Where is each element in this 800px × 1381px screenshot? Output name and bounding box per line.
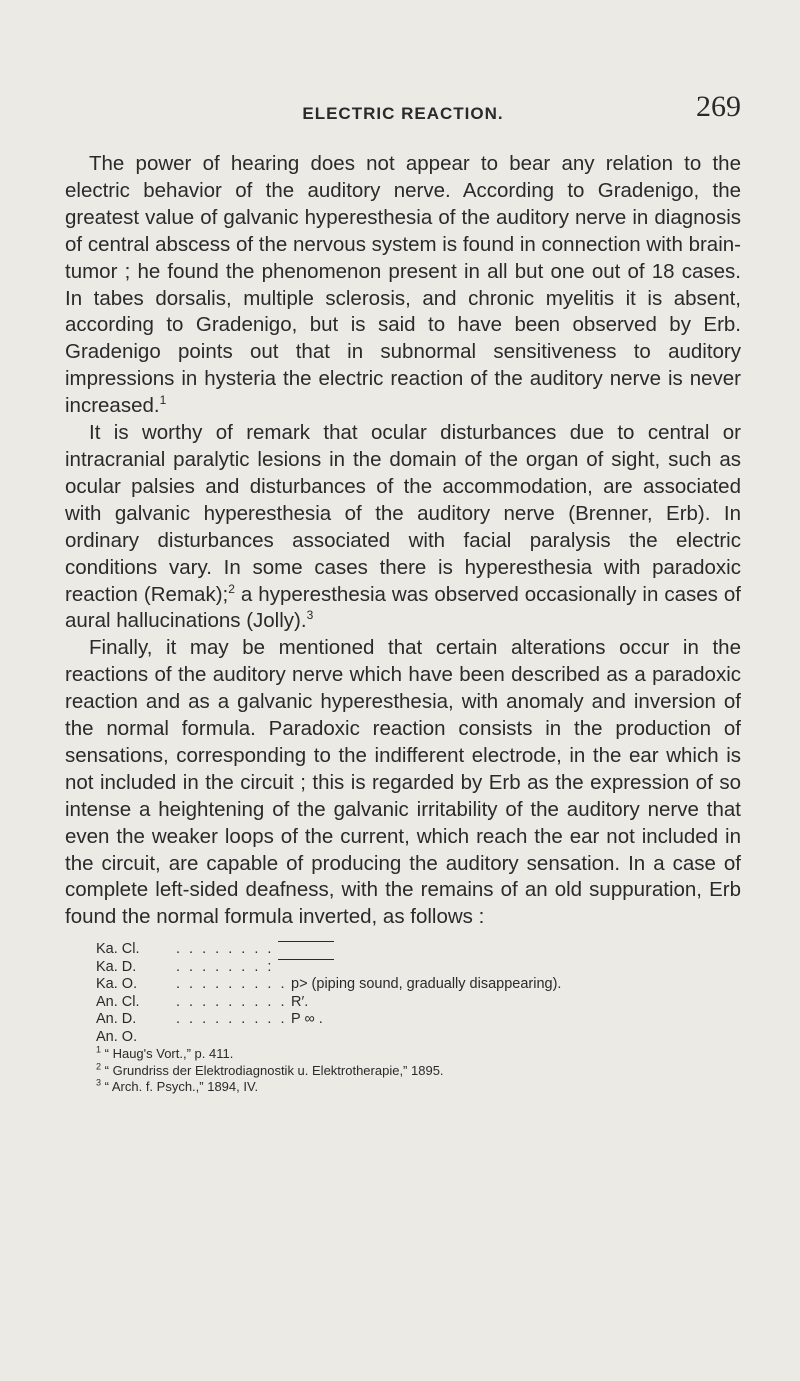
formula-row (96, 976, 736, 994)
footnote (96, 1063, 736, 1080)
formula-label: An. D. (96, 1011, 137, 1028)
formula-dash (278, 941, 334, 959)
footnotes (96, 1046, 736, 1096)
footnote-mark: 1 (96, 1044, 102, 1055)
paragraph-1-text: The power of hearing does not appear to bear any relation to the electric behavior of the auditory nerve. According to Gradenigo, the greatest value of galvanic hyperesthesia of the auditory nerve in diagnosis of central abscess of the nervous system is found in connection with brain-tumor ; he found the phenomenon present in all but one out of 18 cases. In tabes dorsalis, multiple sclerosis, and chronic myelitis it is absent, according to Gradenigo, but is said to have been observed by Erb. Gradenigo points out that in subnormal sensitiveness to auditory impressions in hysteria the electric reaction of the auditory nerve is never increased. (65, 152, 741, 418)
paragraph-2-text-a: It is worthy of remark that ocular disturbances due to central or intracranial paralytic lesions in the domain of the organ of sight, such as ocular palsies and disturbances of the accommodation, are associated with galvanic hyperesthesia of the auditory nerve (Brenner, Erb). In ordinary disturbances associated with facial paralysis the electric conditions vary. In some cases there is hyperesthesia with paradoxic reaction (Remak); (65, 421, 741, 606)
footnote-text: “ Haug's Vort.,” p. 411. (104, 1046, 234, 1061)
formula-leader: . . . . . . . . . (176, 976, 287, 993)
footnote-ref-3: 3 (306, 608, 314, 623)
formula-row (96, 941, 736, 959)
formula-label: An. Cl. (96, 993, 140, 1010)
formula-label: Ka. Cl. (96, 941, 140, 957)
formula-row (96, 1011, 736, 1029)
page-number: 269 (696, 90, 741, 123)
formula-label: Ka. D. (96, 958, 137, 975)
formula-row (96, 1029, 736, 1047)
paragraph-1 (65, 151, 741, 420)
footnote (96, 1046, 736, 1063)
body-text (65, 151, 741, 931)
formula-value: R′. (291, 993, 309, 1010)
formula-leader: . . . . . . . . . (176, 1011, 287, 1028)
paragraph-2-text-b: a hyperesthesia was observed occasionally in cases of aural hallucinations (Jolly). (65, 582, 741, 633)
paragraph-2 (65, 420, 741, 635)
footnote-mark: 3 (96, 1077, 102, 1088)
formula-row (96, 994, 736, 1012)
formula-dash (278, 959, 334, 977)
formula-leader: . . . . . . . : (176, 958, 274, 975)
footnote-text: “ Grundriss der Elektrodiagnostik u. Elektrotherapie,” 1895. (104, 1062, 444, 1078)
page-header (65, 90, 741, 130)
formula-leader: . . . . . . . . (176, 941, 274, 957)
formula-value: P ∞ . (291, 1011, 323, 1028)
formula-table (96, 941, 736, 1047)
footnote (96, 1079, 736, 1096)
footnote-ref-2: 2 (228, 581, 235, 596)
footnote-mark: 2 (96, 1061, 102, 1072)
footnote-ref-1: 1 (159, 393, 167, 408)
formula-value: p> (piping sound, gradually disappearing). (291, 976, 562, 993)
footnote-text: “ Arch. f. Psych.,” 1894, IV. (104, 1079, 259, 1094)
formula-row (96, 959, 736, 977)
formula-label: An. O. (96, 1028, 138, 1045)
paragraph-3: Finally, it may be mentioned that certain alterations occur in the reactions of the auditory nerve which have been described as a paradoxic reaction and as a galvanic hyperesthesia, with anomaly and inversion of the normal formula. Paradoxic reaction consists in the production of sensations, corresponding to the indifferent electrode, in the ear which is not included in the circuit ; this is regarded by Erb as the expression of so intense a heightening of the galvanic irritability of the auditory nerve that even the weaker loops of the current, which reach the ear not included in the circuit, are capable of producing the auditory sensation. In a case of complete left-sided deafness, with the remains of an old suppuration, Erb found the normal formula inverted, as follows : (65, 636, 741, 929)
running-title: ELECTRIC REACTION. (302, 104, 504, 123)
formula-label: Ka. O. (96, 976, 138, 993)
formula-leader: . . . . . . . . . (176, 993, 287, 1010)
